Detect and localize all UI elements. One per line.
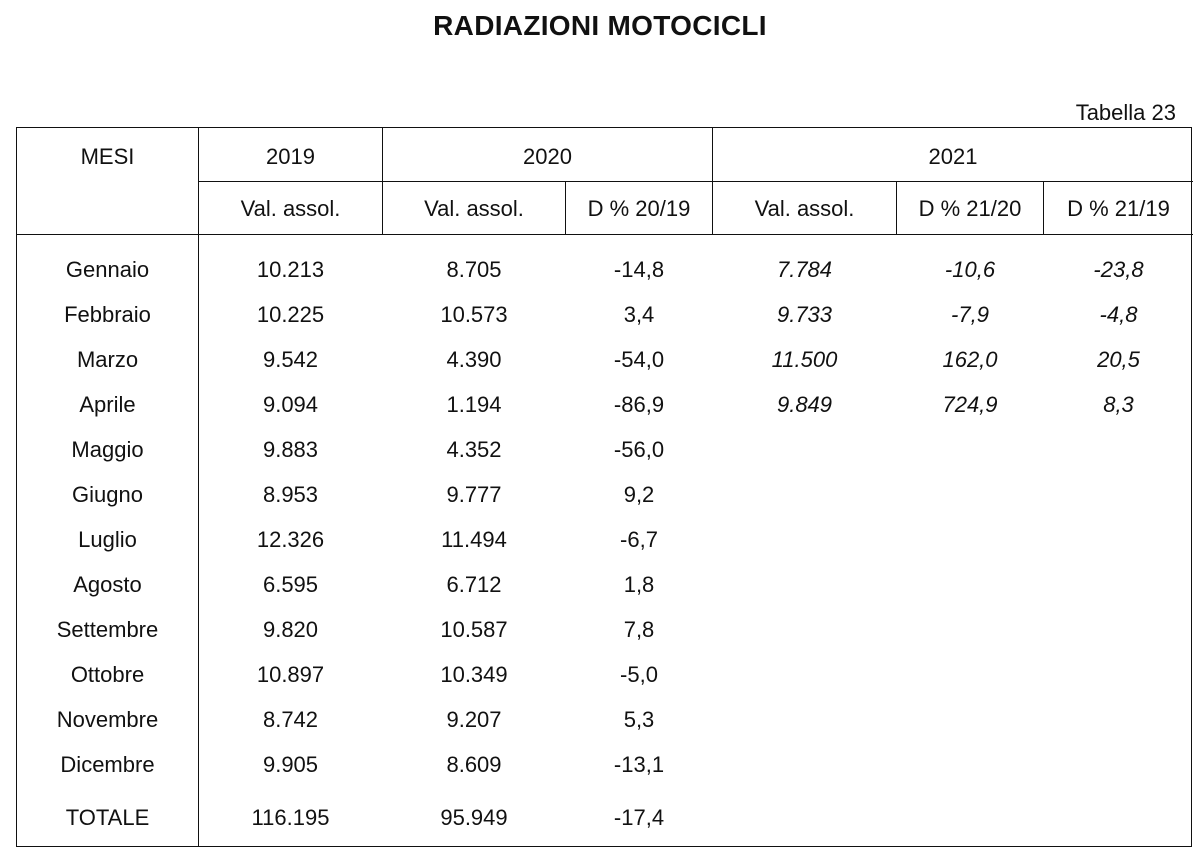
header-val-2021: Val. assol.: [754, 196, 855, 221]
table-row: [17, 657, 1193, 693]
cell-2020: 9.777: [446, 482, 502, 507]
cell-mese: Febbraio: [64, 302, 151, 327]
cell-2020: 4.352: [446, 437, 502, 462]
cell-2019: 9.094: [262, 392, 319, 417]
cell-mese: Novembre: [56, 707, 159, 732]
cell-d-21-20: 724,9: [942, 392, 998, 417]
cell-d-21-20: [897, 522, 1043, 558]
cell-d-20-19: 3,4: [623, 302, 655, 327]
cell-d-21-20: 162,0: [942, 347, 998, 372]
cell-d-21-19: [1044, 747, 1193, 783]
cell-d-21-20: -10,6: [944, 257, 996, 282]
cell-d-21-20: [897, 612, 1043, 648]
cell-d-20-19: 7,8: [623, 617, 655, 642]
cell-d-20-19: 9,2: [623, 482, 655, 507]
cell-2020: 1.194: [446, 392, 502, 417]
cell-d-21-20: [897, 477, 1043, 513]
header-year-2020: 2020: [523, 144, 572, 169]
cell-mese: Luglio: [78, 527, 137, 552]
cell-d-21-19: [1044, 522, 1193, 558]
cell-d-21-19: 20,5: [1097, 347, 1140, 372]
cell-2019: 9.883: [262, 437, 319, 462]
cell-2019: 9.820: [262, 617, 319, 642]
cell-d-21-19: 8,3: [1103, 392, 1134, 417]
table-row: [17, 387, 1193, 423]
cell-2021: [713, 702, 896, 738]
cell-2019: 6.595: [262, 572, 319, 597]
cell-2019: 9.542: [262, 347, 319, 372]
divider-year-row: [198, 181, 1193, 182]
cell-d-21-20: [897, 567, 1043, 603]
header-d-21-20: D % 21/20: [918, 196, 1022, 221]
cell-d-21-20: [897, 657, 1043, 693]
header-d-20-19: D % 20/19: [587, 196, 691, 221]
cell-2019: 116.195: [251, 805, 330, 830]
cell-mese: Dicembre: [60, 752, 155, 777]
cell-2020: 8.705: [446, 257, 502, 282]
table-row: [17, 342, 1193, 378]
cell-mese: Marzo: [76, 347, 139, 372]
cell-d-20-19: -6,7: [620, 527, 658, 552]
cell-2020: 4.390: [446, 347, 502, 372]
cell-d-20-19: -86,9: [613, 392, 665, 417]
header-year-2021: 2021: [928, 144, 978, 169]
cell-mese: Giugno: [72, 482, 143, 507]
cell-2020: 9.207: [446, 707, 502, 732]
cell-2020: 10.573: [440, 302, 508, 327]
cell-2020: 95.949: [440, 805, 508, 830]
cell-mese: Aprile: [79, 392, 136, 417]
cell-2020: 8.609: [446, 752, 502, 777]
cell-2020: 10.349: [440, 662, 508, 687]
cell-mese: TOTALE: [65, 805, 150, 830]
table-label: Tabella 23: [1075, 100, 1176, 125]
table-row: [17, 702, 1193, 738]
table-row-totale: [17, 800, 1193, 836]
page-title: RADIAZIONI MOTOCICLI: [433, 10, 767, 41]
header-year-2019: 2019: [266, 144, 315, 169]
cell-d-21-20: [897, 800, 1043, 836]
data-table: [16, 127, 1192, 847]
table-row: [17, 252, 1193, 288]
cell-2021: [713, 567, 896, 603]
table-row: [17, 477, 1193, 513]
cell-2021: [713, 612, 896, 648]
cell-d-21-20: [897, 432, 1043, 468]
cell-2019: 10.213: [256, 257, 325, 282]
cell-2021: 7.784: [776, 257, 833, 282]
cell-2021: 9.849: [776, 392, 833, 417]
cell-d-21-20: [897, 702, 1043, 738]
cell-2021: 11.500: [771, 347, 838, 372]
table-row: [17, 612, 1193, 648]
cell-d-21-19: -4,8: [1099, 302, 1138, 327]
cell-d-21-19: [1044, 657, 1193, 693]
cell-2019: 10.225: [256, 302, 325, 327]
header-val-2019: Val. assol.: [240, 196, 341, 221]
cell-mese: Agosto: [73, 572, 142, 597]
cell-d-21-19: [1044, 702, 1193, 738]
cell-d-20-19: -5,0: [620, 662, 658, 687]
cell-2020: 10.587: [440, 617, 508, 642]
cell-2020: 11.494: [441, 527, 507, 552]
cell-d-21-19: [1044, 567, 1193, 603]
cell-d-21-19: [1044, 800, 1193, 836]
cell-d-20-19: -17,4: [613, 805, 665, 830]
cell-2019: 8.742: [262, 707, 319, 732]
cell-2019: 8.953: [262, 482, 319, 507]
table-row: [17, 567, 1193, 603]
cell-d-20-19: -13,1: [613, 752, 665, 777]
cell-d-20-19: -56,0: [613, 437, 665, 462]
cell-2021: [713, 477, 896, 513]
table-row: [17, 432, 1193, 468]
cell-mese: Ottobre: [70, 662, 145, 687]
cell-d-21-19: [1044, 432, 1193, 468]
cell-d-20-19: 1,8: [623, 572, 655, 597]
cell-d-21-20: -7,9: [951, 302, 989, 327]
header-val-2020: Val. assol.: [424, 196, 524, 221]
cell-mese: Gennaio: [65, 257, 150, 282]
cell-d-21-19: [1044, 612, 1193, 648]
cell-2021: [713, 800, 896, 836]
cell-d-20-19: -54,0: [613, 347, 665, 372]
table-row: [17, 747, 1193, 783]
cell-2019: 10.897: [256, 662, 325, 687]
cell-2021: [713, 432, 896, 468]
divider-header-bottom: [17, 234, 1193, 235]
cell-mese: Maggio: [71, 437, 144, 462]
cell-d-20-19: -14,8: [613, 257, 665, 282]
cell-d-21-20: [897, 747, 1043, 783]
cell-2021: [713, 657, 896, 693]
cell-d-21-19: [1044, 477, 1193, 513]
cell-d-20-19: 5,3: [623, 707, 655, 732]
cell-2019: 9.905: [262, 752, 319, 777]
cell-2021: [713, 747, 896, 783]
cell-2020: 6.712: [446, 572, 502, 597]
cell-mese: Settembre: [56, 617, 159, 642]
header-d-21-19: D % 21/19: [1067, 196, 1170, 221]
table-row: [17, 297, 1193, 333]
cell-2021: 9.733: [776, 302, 833, 327]
cell-d-21-19: -23,8: [1093, 257, 1144, 282]
header-mesi: MESI: [80, 144, 135, 169]
cell-2021: [713, 522, 896, 558]
table-row: [17, 522, 1193, 558]
cell-2019: 12.326: [256, 527, 325, 552]
